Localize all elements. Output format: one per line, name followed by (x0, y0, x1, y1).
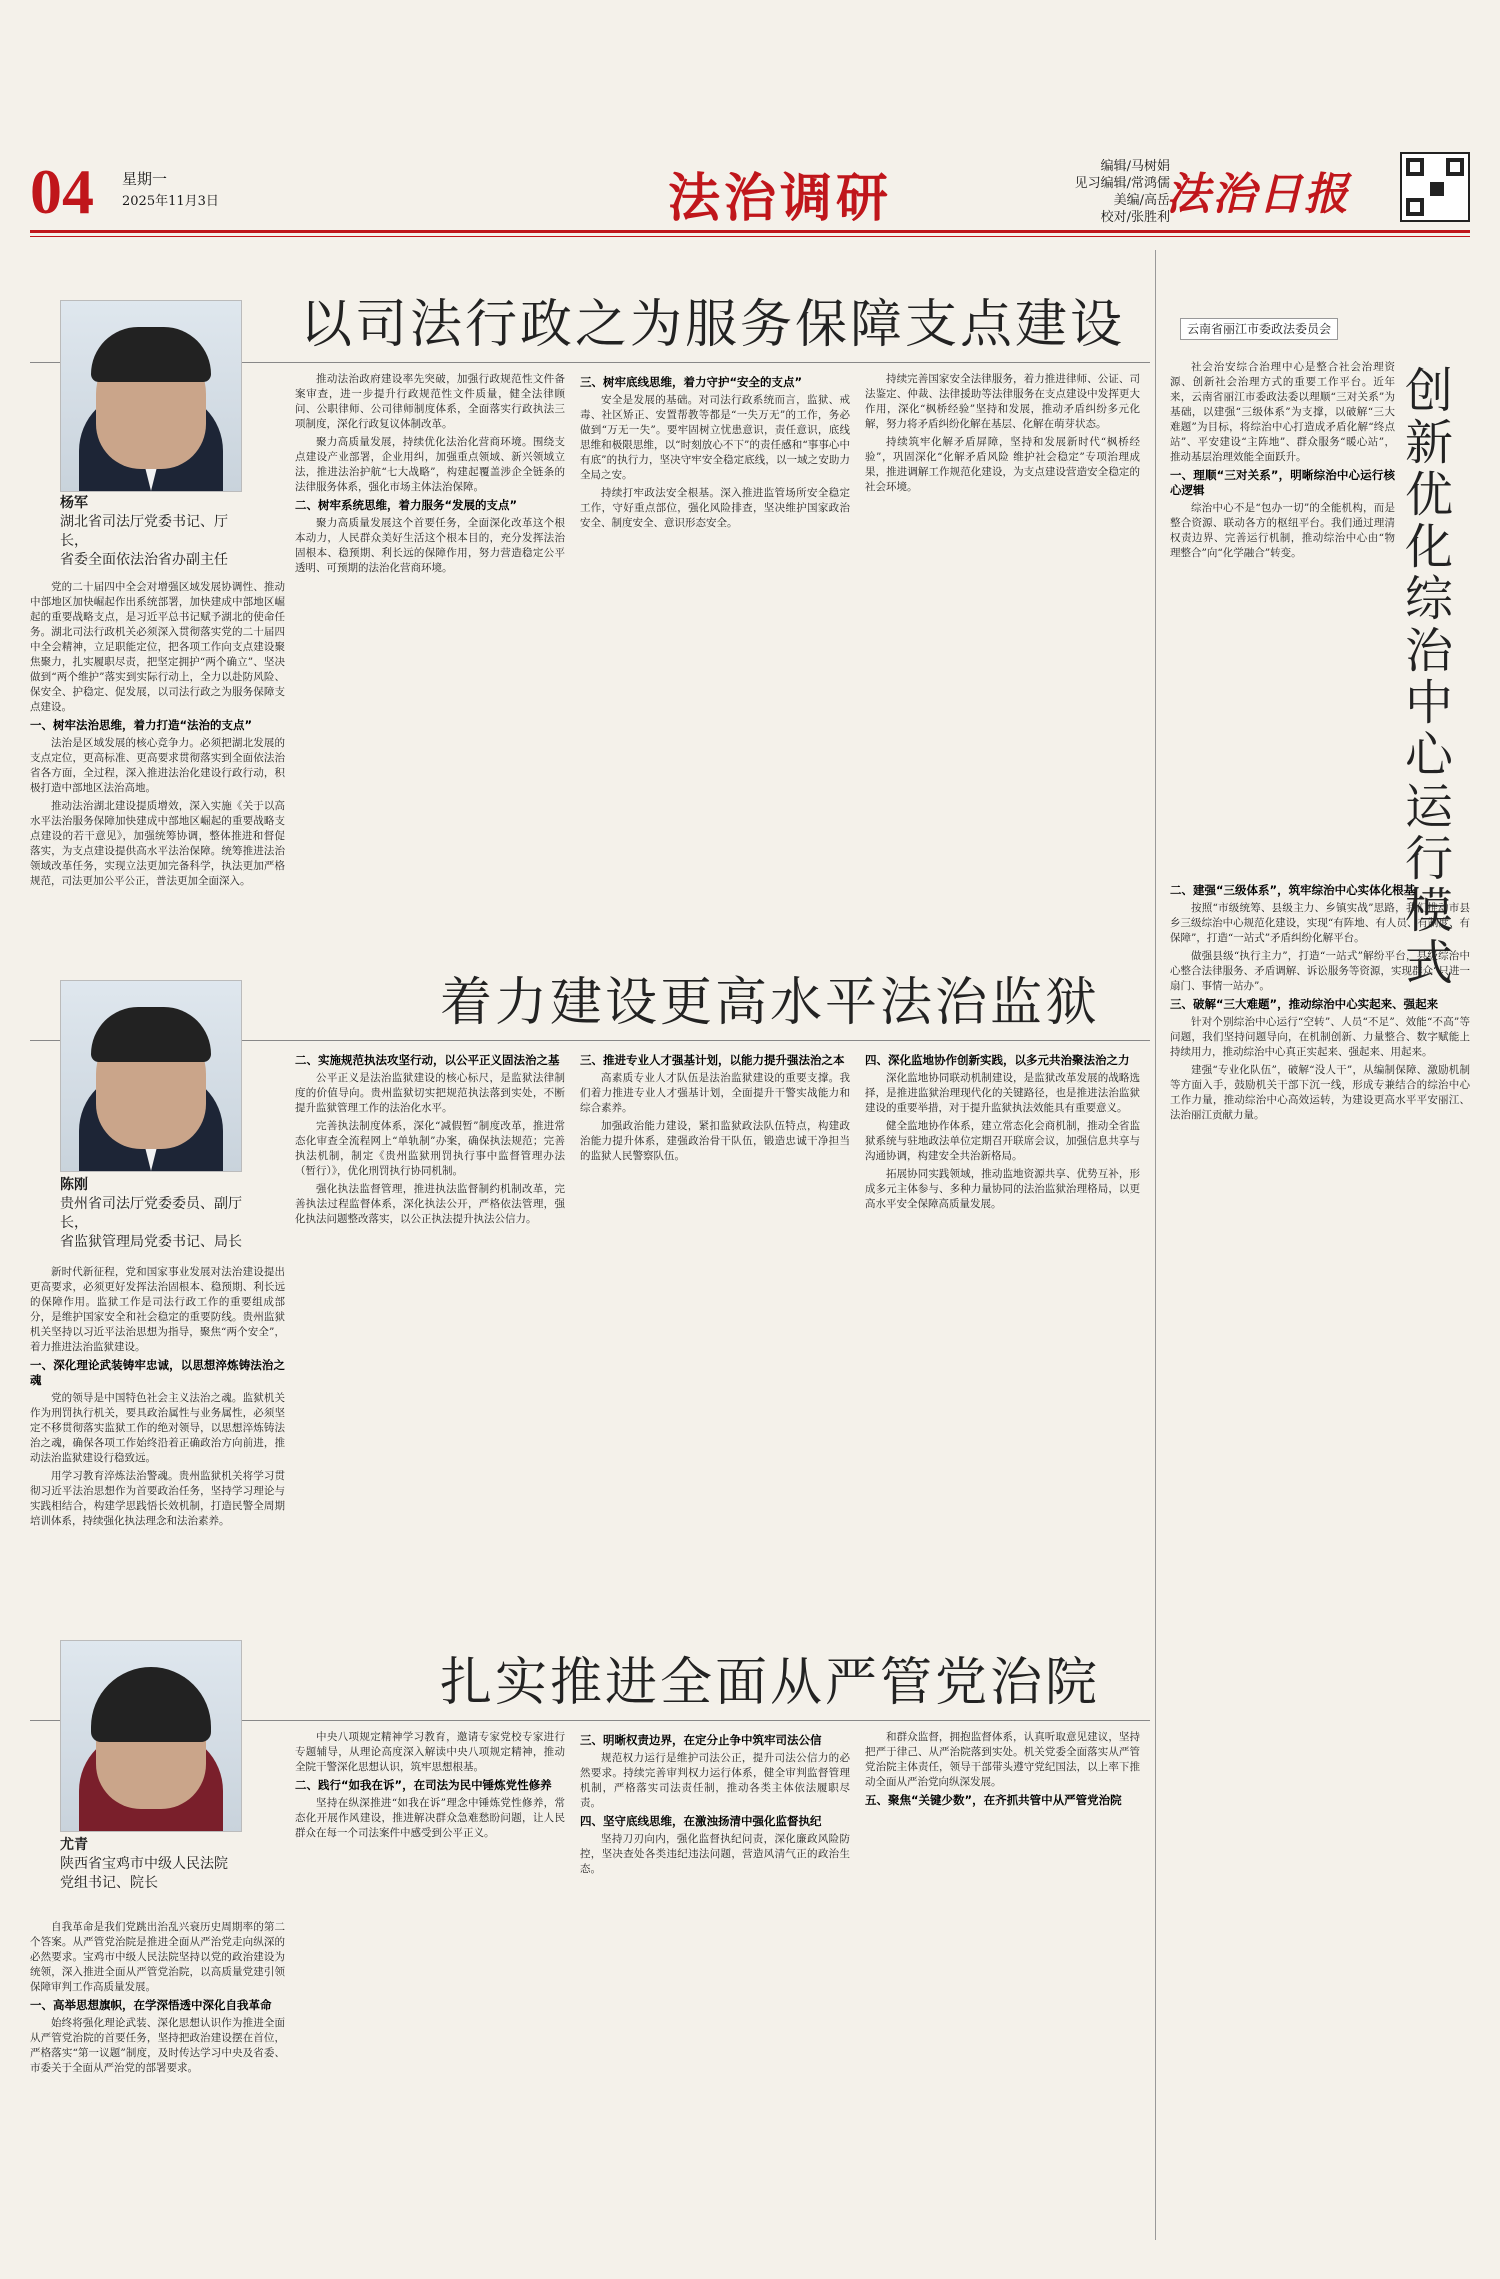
paragraph: 持续完善国家安全法律服务，着力推进律师、公证、司法鉴定、仲裁、法律援助等法律服务在支点建设中发挥更大作用，深化“枫桥经验”坚持和发展，推动矛盾纠纷多元化解，努力将矛盾纠纷化解在基层、化解在萌芽状态。 (865, 373, 1140, 430)
author-title: 陕西省宝鸡市中级人民法院 (60, 1856, 228, 1872)
paragraph: 用学习教育淬炼法治警魂。贵州监狱机关将学习贯彻习近平法治思想作为首要政治任务，坚持学习理论与实践相结合，构建学思践悟长效机制，打造民警全周期培训体系，持续强化执法理念和法治素养。 (30, 1470, 285, 1527)
paragraph: 规范权力运行是维护司法公正，提升司法公信力的必然要求。持续完善审判权力运行体系，健全审判监督管理机制，严格落实司法责任制，推动各类主体依法履职尽责。 (580, 1752, 850, 1809)
sidebar-headline: 创新优化综治中心运行模式 (1405, 363, 1454, 991)
section-heading: 二、树牢系统思维，着力服务“发展的支点” (295, 498, 518, 512)
article2-column-3 (580, 1050, 850, 1585)
paragraph: 中央八项规定精神学习教育，邀请专家党校专家进行专题辅导，从理论高度深入解读中央八项规定精神，推动全院干警深化思想认识，筑牢思想根基。 (295, 1731, 565, 1773)
article2-column-1 (30, 1265, 285, 1585)
paragraph: 持续打牢政法安全根基。深入推进监管场所安全稳定工作，守好重点部位，强化风险排查，坚决维护国家政治安全、制度安全、意识形态安全。 (580, 487, 850, 529)
article3-headline: 扎实推进全面从严管党治院 (440, 1653, 1101, 1713)
masthead (30, 150, 1470, 228)
author-name: 杨军 (60, 495, 88, 511)
page-number: 04 (30, 156, 94, 227)
article2-column-4 (865, 1050, 1140, 1585)
paragraph: 法治是区域发展的核心竞争力。必须把湖北发展的支点定位，更高标准、更高要求贯彻落实到全面依法治省各方面，全过程，深入推进法治化建设行政行动，积极打造中部地区法治高地。 (30, 737, 285, 794)
paragraph: 安全是发展的基础。对司法行政系统而言，监狱、戒毒、社区矫正、安置帮教等都是“一失万无”的工作，务必做到“万无一失”。要牢固树立忧患意识，责任意识，底线思维和极限思维，以“时刻放心不下”的责任感和“事事心中有底”的执行力，坚决守牢安全稳定底线，以一域之安助力全局之安。 (580, 394, 850, 481)
section-heading: 一、树牢法治思维，着力打造“法治的支点” (30, 718, 253, 732)
masthead-divider-thin (30, 236, 1470, 237)
article1-column-4 (865, 372, 1140, 900)
credit-line: 美编/高岳 (1113, 193, 1170, 208)
author-name: 陈刚 (60, 1177, 88, 1193)
paragraph: 公平正义是法治监狱建设的核心标尺，是监狱法律制度的价值导向。贵州监狱切实把规范执法落到实处，不断提升监狱管理工作的法治化水平。 (295, 1072, 565, 1114)
section-heading: 三、明晰权责边界，在定分止争中筑牢司法公信 (580, 1733, 822, 1747)
author-caption (60, 1176, 260, 1252)
paragraph: 综治中心不是“包办一切”的全能机构，而是整合资源、联动各方的枢纽平台。我们通过理清权责边界、完善运行机制，推动综治中心由“物理整合”向“化学融合”转变。 (1170, 502, 1395, 559)
paragraph: 和群众监督，拥抱监督体系，认真听取意见建议，坚持把严于律己、从严治院落到实处。机关党委全面落实从严管党治院主体责任，领导干部带头遵守党纪国法，以上率下推动全面从严治党向纵深发展。 (865, 1731, 1140, 1788)
author-photo-yangjun (60, 300, 242, 492)
paragraph: 聚力高质量发展这个首要任务，全面深化改革这个根本动力，人民群众美好生活这个根本目的，充分发挥法治固根本、稳预期、利长远的保障作用，努力营造稳定公平透明、可预期的法治化营商环境。 (295, 517, 565, 574)
weekday: 星期一 (122, 170, 168, 188)
article3-column-4 (865, 1730, 1140, 2240)
credit-line: 见习编辑/常鸿儒 (1074, 176, 1170, 191)
author-photo-youqing (60, 1640, 242, 1832)
paragraph: 持续筑牢化解矛盾屏障，坚持和发展新时代“枫桥经验”，巩固深化“化解矛盾风险 维护社会稳定”专项治理成果，推进调解工作规范化建设，为支点建设营造安全稳定的社会环境。 (865, 436, 1140, 493)
paragraph: 建强“专业化队伍”，破解“没人干”，从编制保障、激励机制等方面入手，鼓励机关干部下沉一线，形成专兼结合的综治中心工作力量，推动综治中心高效运转，为建设更高水平平安丽江、法治丽江贡献力量。 (1170, 1064, 1470, 1121)
credit-line: 校对/张胜利 (1100, 210, 1170, 225)
section-heading: 二、建强“三级体系”，筑牢综治中心实体化根基 (1170, 883, 1416, 897)
author-photo-chengang (60, 980, 242, 1172)
qr-code-icon[interactable] (1400, 152, 1470, 222)
section-heading: 五、聚焦“关键少数”，在齐抓共管中从严管党治院 (865, 1793, 1122, 1807)
author-title: 湖北省司法厅党委书记、厅长， (60, 514, 228, 549)
section-heading: 二、实施规范执法攻坚行动，以公平正义固法治之基 (295, 1053, 560, 1067)
newspaper-logo: 法治日报 (1166, 169, 1350, 220)
paragraph: 聚力高质量发展，持续优化法治化营商环境。围绕支点建设产业部署，企业用纠，加强重点领域、新兴领域立法，推进法治护航“七大战略”，构建起覆盖涉企全链条的法律服务体系，强化市场主体法治保障。 (295, 436, 565, 493)
article3-column-2 (295, 1730, 565, 2240)
article1-column-1 (30, 580, 285, 900)
sidebar-column-top (1170, 360, 1395, 850)
sidebar-divider (1155, 250, 1156, 2240)
paragraph: 新时代新征程，党和国家事业发展对法治建设提出更高要求，必须更好发挥法治固根本、稳预期、利长远的保障作用。监狱工作是司法行政工作的重要组成部分，是维护国家安全和社会稳定的重要防线。贵州监狱机关坚持以习近平法治思想为指导，聚焦“两个安全”，着力推进法治监狱建设。 (30, 1266, 285, 1353)
paragraph: 加强政治能力建设，紧扣监狱政法队伍特点，构建政治能力提升体系，建强政治骨干队伍，锻造忠诚干净担当的监狱人民警察队伍。 (580, 1120, 850, 1162)
article1-column-3 (580, 372, 850, 900)
article2-column-2 (295, 1050, 565, 1585)
paragraph: 党的二十届四中全会对增强区域发展协调性、推动中部地区加快崛起作出系统部署，加快建成中部地区崛起的重要战略支点，是习近平总书记赋予湖北的使命任务。湖北司法行政机关必须深入贯彻落实党的二十届四中全会精神，立足职能定位，把各项工作向支点建设聚焦聚力，扎实履职尽责，把坚定拥护“两个确立”、坚决做到“两个维护”落实到实际行动上，全力以赴防风险、保安全、护稳定、促发展，以司法行政之为服务保障支点建设。 (30, 581, 285, 713)
section-heading: 三、破解“三大难题”，推动综治中心实起来、强起来 (1170, 997, 1439, 1011)
section-heading: 一、高举思想旗帜，在学深悟透中深化自我革命 (30, 1998, 272, 2012)
author-title: 省监狱管理局党委书记、局长 (60, 1234, 242, 1250)
article1-column-2 (295, 372, 565, 900)
author-title: 贵州省司法厅党委委员、副厅长， (60, 1196, 242, 1231)
paragraph: 健全监地协作体系，建立常态化会商机制，推动全省监狱系统与驻地政法单位定期召开联席会议，加强信息共享与沟通协调，构建安全共治新格局。 (865, 1120, 1140, 1162)
masthead-divider (30, 230, 1470, 233)
sidebar-column-bottom (1170, 880, 1470, 2240)
section-heading: 三、推进专业人才强基计划，以能力提升强法治之本 (580, 1053, 845, 1067)
paragraph: 深化监地协同联动机制建设，是监狱改革发展的战略选择，是推进监狱治理现代化的关键路径，也是推进法治监狱建设的重要举措，对于提升监狱执法效能具有重要意义。 (865, 1072, 1140, 1114)
article3-column-1 (30, 1920, 285, 2240)
section-heading: 四、深化监地协作创新实践，以多元共治聚法治之力 (865, 1053, 1130, 1067)
paragraph: 始终将强化理论武装、深化思想认识作为推进全面从严管党治院的首要任务，坚持把政治建设摆在首位，严格落实“第一议题”制度，及时传达学习中央及省委、市委关于全面从严治党的部署要求。 (30, 2017, 285, 2074)
author-title: 党组书记、院长 (60, 1875, 158, 1891)
author-name: 尤青 (60, 1837, 88, 1853)
paragraph: 推动法治政府建设率先突破，加强行政规范性文件备案审查，进一步提升行政规范性文件质量，健全法律顾问、公职律师、公司律师制度体系，全面落实行政执法三项制度，深化行政复议体制改革。 (295, 373, 565, 430)
section-heading: 一、深化理论武装铸牢忠诚，以思想淬炼铸法治之魂 (30, 1358, 285, 1387)
paragraph: 坚持在纵深推进“如我在诉”理念中锤炼党性修养，常态化开展作风建设，推进解决群众急难愁盼问题，让人民群众在每一个司法案件中感受到公平正义。 (295, 1797, 565, 1839)
section-heading: 四、坚守底线思维，在激浊扬清中强化监督执纪 (580, 1814, 822, 1828)
author-title: 省委全面依法治省办副主任 (60, 552, 228, 568)
section-heading: 二、践行“如我在诉”，在司法为民中锤炼党性修养 (295, 1778, 552, 1792)
section-heading: 一、理顺“三对关系”，明晰综治中心运行核心逻辑 (1170, 468, 1395, 497)
sidebar-author-tag: 云南省丽江市委政法委员会 (1180, 318, 1338, 340)
credit-line: 编辑/马树娟 (1100, 159, 1170, 174)
paragraph: 完善执法制度体系，深化“减假暂”制度改革，推进常态化审查全流程网上“单轨制”办案，确保执法规范；完善执法机制，制定《贵州监狱刑罚执行事中监督管理办法（暂行）》，优化刑罚执行协同机制。 (295, 1120, 565, 1177)
article2-headline: 着力建设更高水平法治监狱 (440, 973, 1101, 1033)
paragraph: 高素质专业人才队伍是法治监狱建设的重要支撑。我们着力推进专业人才强基计划，全面提升干警实战能力和综合素养。 (580, 1072, 850, 1114)
paragraph: 自我革命是我们党跳出治乱兴衰历史周期率的第二个答案。从严管党治院是推进全面从严治党走向纵深的必然要求。宝鸡市中级人民法院坚持以党的政治建设为统领，深入推进全面从严管党治院，以高质量党建引领保障审判工作高质量发展。 (30, 1921, 285, 1993)
issue-date: 2025年11月3日 (122, 194, 219, 209)
paragraph: 坚持刀刃向内，强化监督执纪问责，深化廉政风险防控，坚决查处各类违纪违法问题，营造风清气正的政治生态。 (580, 1833, 850, 1875)
paragraph: 社会治安综合治理中心是整合社会治理资源、创新社会治理方式的重要工作平台。近年来，云南省丽江市委政法委以理顺“三对关系”为基础，以建强“三级体系”为支撑，以破解“三大难题”为目标，将综治中心打造成矛盾化解“终点站”、平安建设“主阵地”、群众服务“暖心站”，推动基层治理效能全面跃升。 (1170, 361, 1395, 463)
author-caption (60, 1836, 260, 1893)
author-caption (60, 494, 250, 570)
section-heading: 三、树牢底线思维，着力守护“安全的支点” (580, 375, 803, 389)
paragraph: 强化执法监督管理，推进执法监督制约机制改革，完善执法过程监督体系，深化执法公开，严格依法管理，强化执法问题整改落实，以公正执法提升执法公信力。 (295, 1183, 565, 1225)
paragraph: 针对个别综治中心运行“空转”、人员“不足”、效能“不高”等问题，我们坚持问题导向，在机制创新、力量整合、数字赋能上持续用力，推动综治中心真正实起来、强起来、用起来。 (1170, 1016, 1470, 1058)
article3-column-3 (580, 1730, 850, 2240)
paragraph: 按照“市级统筹、县级主力、乡镇实战”思路，我们推动市县乡三级综治中心规范化建设，实现“有阵地、有人员、有制度、有保障”，打造“一站式”矛盾纠纷化解平台。 (1170, 902, 1470, 944)
editor-credits (1075, 158, 1170, 226)
paragraph: 推动法治湖北建设提质增效，深入实施《关于以高水平法治服务保障加快建成中部地区崛起的重要战略支点建设的若干意见》，加强统筹协调，整体推进和督促落实，为支点建设提供高水平法治保障。统筹推进法治领域改革任务，实现立法更加完备科学，执法更加严格规范，司法更加公平公正，普法更加全面深入。 (30, 800, 285, 887)
article1-headline: 以司法行政之为服务保障支点建设 (300, 295, 1126, 355)
paragraph: 党的领导是中国特色社会主义法治之魂。监狱机关作为刑罚执行机关，要具政治属性与业务属性，必须坚定不移贯彻落实监狱工作的绝对领导，以思想淬炼铸法治之魂，确保各项工作始终沿着正确政治方向前进，推动法治监狱建设行稳致远。 (30, 1392, 285, 1464)
paragraph: 做强县级“执行主力”，打造“一站式”解纷平台，县级综治中心整合法律服务、矛盾调解、诉讼服务等资源，实现群众“只进一扇门、事情一站办”。 (1170, 950, 1470, 992)
paragraph: 拓展协同实践领域，推动监地资源共享、优势互补，形成多元主体参与、多种力量协同的法治监狱治理格局，以更高水平安全保障高质量发展。 (865, 1168, 1140, 1210)
section-title: 法治调研 (667, 169, 892, 229)
